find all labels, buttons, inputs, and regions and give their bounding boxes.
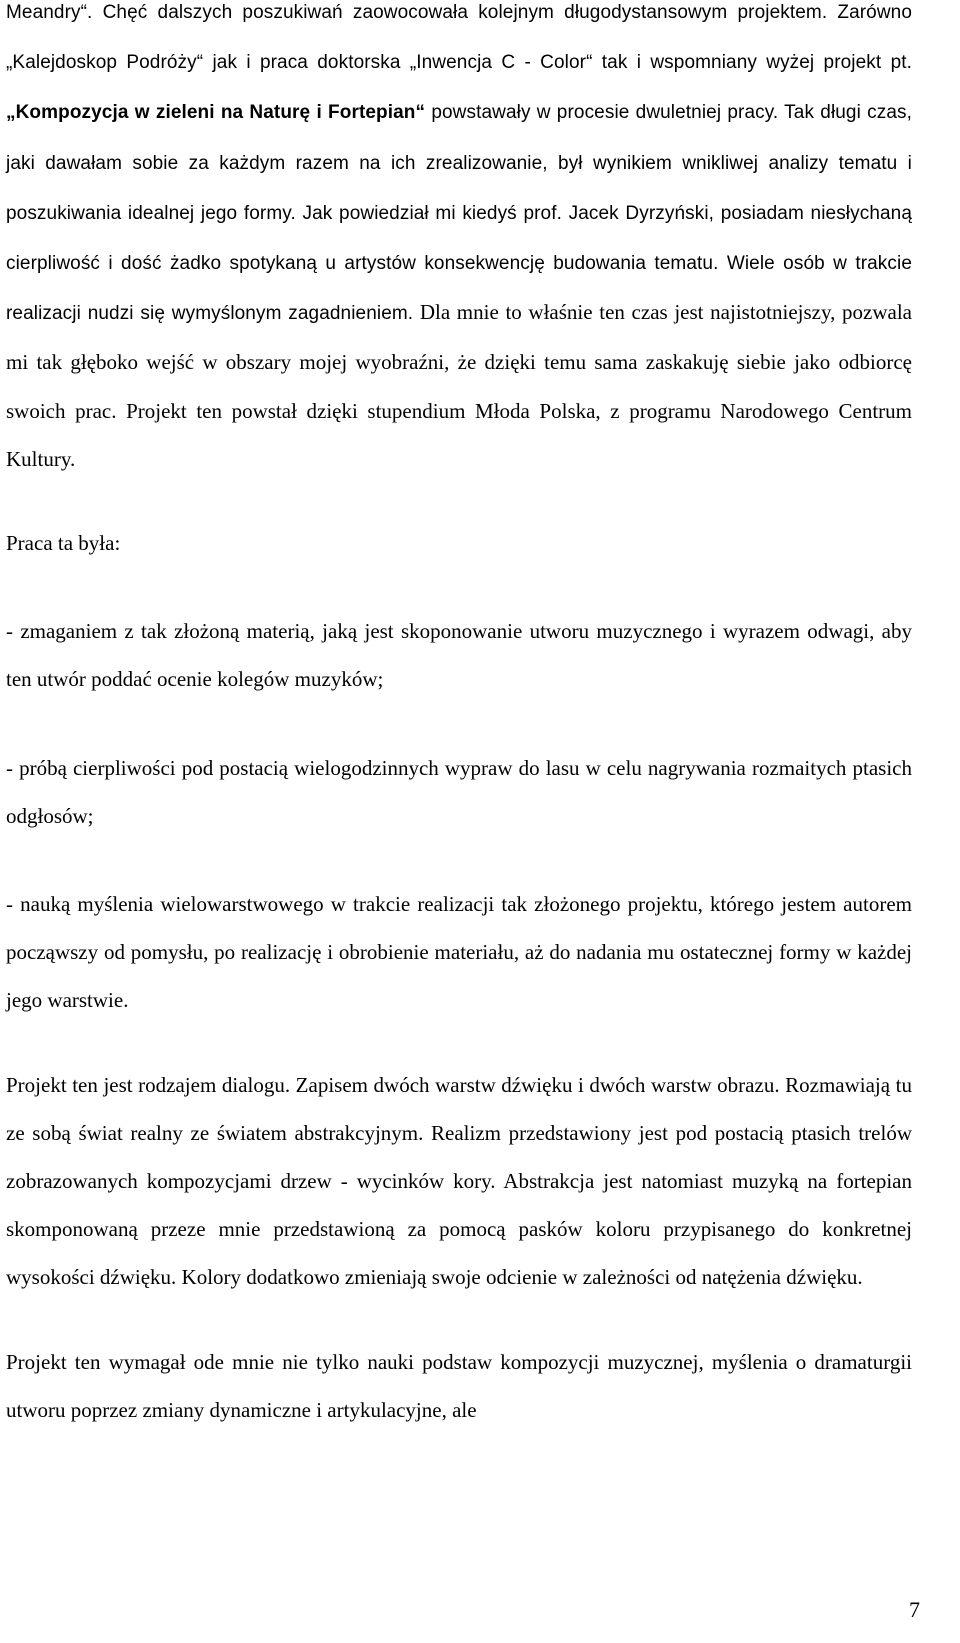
spacer [6, 567, 912, 607]
spacer [6, 840, 912, 880]
spacer [6, 1302, 912, 1338]
spacer [6, 483, 912, 519]
paragraph-dialogue: Projekt ten jest rodzajem dialogu. Zapisem dwóch warstw dźwięku i dwóch warstw obrazu. Rozmawiają tu ze sobą świat realny ze światem abstrakcyjnym. Realizm przedstawiony jest pod postacią ptasich trelów zobrazowanych kompozycjami drzew - wycinków kory. Abstrakcja jest natomiast muzyką na fortepian skomponowaną przeze mnie przedstawioną za pomocą pasków koloru przypisanego do konkretnej wysokości dźwięku. Kolory dodatkowo zmieniają swoje odcienie w zależności od natężenia dźwięku. [6, 1072, 912, 1290]
list-item-struggle: - zmaganiem z tak złożoną materią, jaką jest skoponowanie utworu muzycznego i wyrazem odwagi, aby ten utwór poddać ocenie kolegów muzyków; [6, 619, 912, 692]
spacer [6, 1025, 912, 1061]
document-page [6, 0, 912, 1434]
page-number: 7 [909, 1597, 920, 1622]
list-item-multilayer: - nauką myślenia wielowarstwowego w trakcie realizacji tak złożonego projektu, którego jestem autorem począwszy od pomysłu, po realizację i obrobienie materiału, aż do nadania mu ostatecznej formy w każdej jego warstwie. [6, 892, 912, 1013]
project-title-bold: „Kompozycja w zieleni na Naturę i Fortepian“ [6, 102, 426, 124]
paragraph-project-history [6, 0, 912, 483]
paragraph-sans-text: Meandry“. Chęć dalszych poszukiwań zaowocowała kolejnym długodystansowym projektem. Zarówno „Kalejdoskop Podróży“ jak i praca doktorska „Inwencja C - Color“ tak i wspomniany wyżej projekt pt. [6, 2, 912, 74]
list-intro: Praca ta była: [6, 531, 121, 556]
spacer [6, 704, 912, 744]
paragraph-requirements: Projekt ten wymagał ode mnie nie tylko nauki podstaw kompozycji muzycznej, myślenia o dramaturgii utworu poprzez zmiany dynamiczne i artykulacyjne, ale [6, 1349, 912, 1422]
paragraph-sans-text-continued: powstawały w procesie dwuletniej pracy. Tak długi czas, jaki dawałam sobie za każdym razem na ich zrealizowanie, był wynikiem wnikliwej analizy tematu i poszukiwania idealnej jego formy. Jak powiedział mi kiedyś prof. Jacek Dyrzyński, posiadam niesłychaną cierpliwość i dość żadko spotykaną u artystów konsekwencję budowania tematu. Wiele osób w trakcie realizacji nudzi się wymyślonym zagadnieniem. [6, 102, 912, 325]
paragraph-serif-text: Dla mnie to właśnie ten czas jest najistotniejszy, pozwala mi tak głęboko wejść w obszary mojej wyobraźni, że dzięki temu sama zaskakuję siebie jako odbiorcę swoich prac. Projekt ten powstał dzięki stupendium Młoda Polska, z programu Narodowego Centrum Kultury. [6, 300, 912, 471]
list-item-patience: - próbą cierpliwości pod postacią wielogodzinnych wypraw do lasu w celu nagrywania rozmaitych ptasich odgłosów; [6, 755, 912, 828]
